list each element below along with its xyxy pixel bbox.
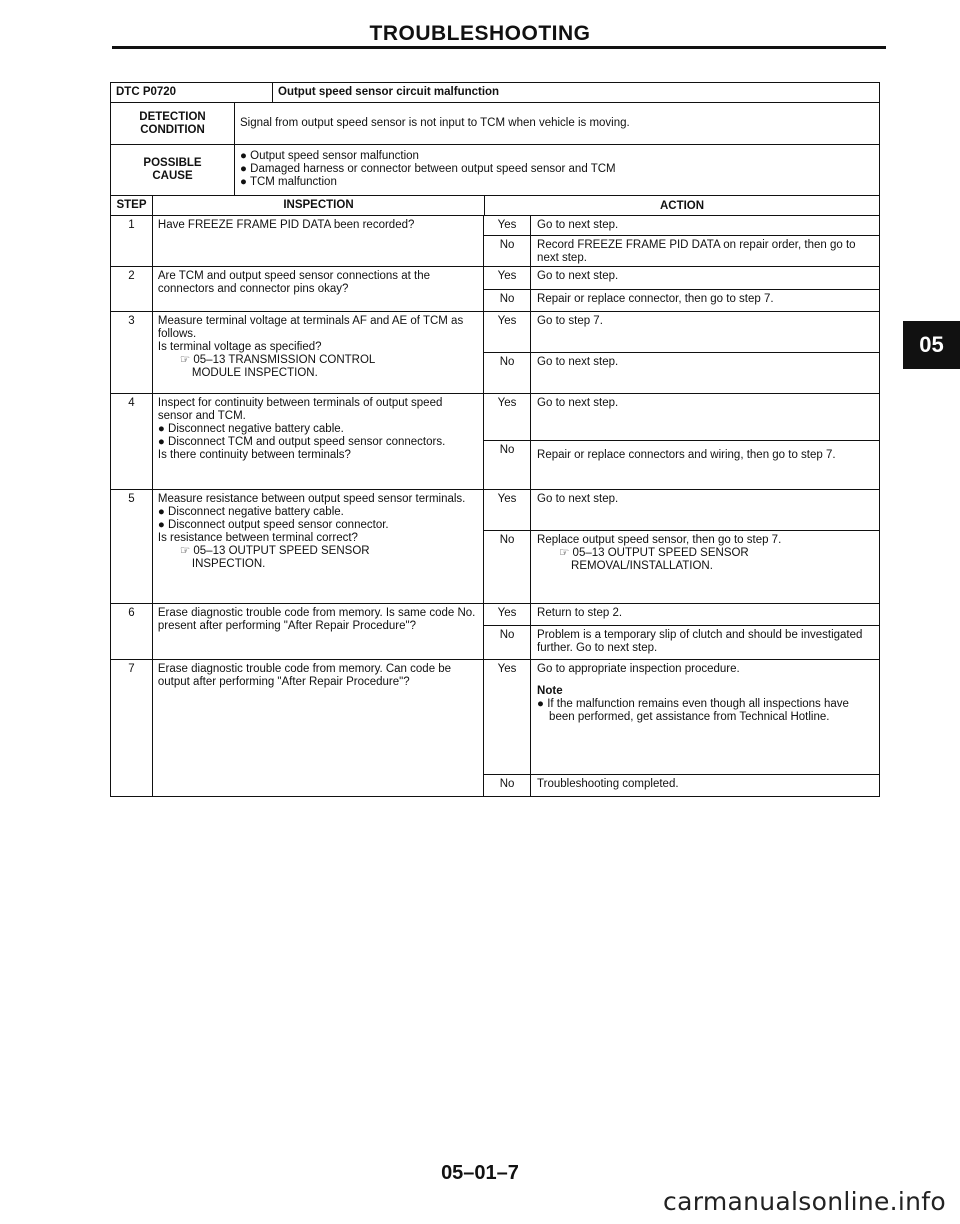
watermark: carmanualsonline.info <box>663 1187 946 1216</box>
no-result <box>484 290 879 311</box>
reference-line: INSPECTION. <box>191 558 266 570</box>
no-result <box>484 626 879 659</box>
yes-label: Yes <box>484 312 531 352</box>
no-action: Troubleshooting completed. <box>537 778 679 790</box>
section-tab: 05 <box>903 321 960 369</box>
step-number: 2 <box>111 267 153 311</box>
reference-line: MODULE INSPECTION. <box>191 367 318 379</box>
no-result <box>484 775 879 796</box>
cause-item: ● Damaged harness or connector between output speed sensor and TCM <box>240 163 616 175</box>
step-row-5 <box>111 490 879 604</box>
step-inspection <box>153 490 484 603</box>
step-number: 1 <box>111 216 153 266</box>
yes-result <box>484 394 879 441</box>
no-label: No <box>484 775 531 796</box>
step-number: 3 <box>111 312 153 393</box>
inspection-bullet: ● Disconnect TCM and output speed sensor connectors. <box>157 436 446 448</box>
step-row-3 <box>111 312 879 394</box>
step-number: 5 <box>111 490 153 603</box>
yes-action <box>531 660 879 774</box>
no-label: No <box>484 290 531 311</box>
step-row-1 <box>111 216 879 267</box>
no-label: No <box>484 626 531 659</box>
inspection-line: Is terminal voltage as specified? <box>157 341 322 353</box>
no-action: Repair or replace connector, then go to step 7. <box>537 293 774 305</box>
reference-line: ☞ 05–13 TRANSMISSION CONTROL <box>179 354 376 366</box>
inspection-question: Is resistance between terminal correct? <box>157 532 358 544</box>
yes-action: Go to next step. <box>537 270 619 282</box>
yes-label: Yes <box>484 604 531 625</box>
header-rule <box>112 46 886 49</box>
no-action <box>531 531 879 603</box>
no-label: No <box>484 236 531 268</box>
step-inspection: Erase diagnostic trouble code from memory. Can code be output after performing "After Repair Procedure"? <box>153 660 484 796</box>
yes-label: Yes <box>484 394 531 440</box>
dtc-description: Output speed sensor circuit malfunction <box>278 86 500 98</box>
yes-label: Yes <box>484 267 531 289</box>
no-action: Repair or replace connectors and wiring, then go to step 7. <box>537 449 836 461</box>
step-inspection: Have FREEZE FRAME PID DATA been recorded? <box>153 216 484 266</box>
yes-result <box>484 267 879 290</box>
step-inspection: Erase diagnostic trouble code from memory. Is same code No. present after performing "After Repair Procedure"? <box>153 604 484 659</box>
cause-label-text: POSSIBLE CAUSE <box>143 157 202 182</box>
dtc-code: DTC P0720 <box>111 83 273 102</box>
yes-label: Yes <box>484 490 531 530</box>
yes-result <box>484 490 879 531</box>
reference-line: ☞ 05–13 OUTPUT SPEED SENSOR <box>559 547 749 559</box>
detection-label-text: DETECTION CONDITION <box>139 110 206 136</box>
step-inspection: Are TCM and output speed sensor connections at the connectors and connector pins okay? <box>153 267 484 311</box>
detection-label <box>111 103 235 144</box>
cause-list <box>235 145 879 195</box>
page-title: TROUBLESHOOTING <box>369 22 591 45</box>
no-result <box>484 441 879 489</box>
col-inspection: INSPECTION <box>153 196 485 215</box>
note-bullet: ● If the malfunction remains even though all inspections have been performed, get assistance from Technical Hotline. <box>537 698 849 723</box>
no-action: Record FREEZE FRAME PID DATA on repair order, then go to next step. <box>537 239 856 264</box>
yes-result <box>484 660 879 775</box>
page-number: 05–01–7 <box>441 1162 519 1184</box>
yes-action: Go to next step. <box>537 493 619 505</box>
yes-result <box>484 216 879 236</box>
yes-action: Go to step 7. <box>537 315 603 327</box>
inspection-intro: Measure resistance between output speed sensor terminals. <box>157 493 466 505</box>
detection-row <box>111 103 879 145</box>
inspection-bullet: ● Disconnect negative battery cable. <box>157 423 344 435</box>
no-action: Go to next step. <box>537 356 619 368</box>
cause-item: ● TCM malfunction <box>240 176 337 188</box>
dtc-row <box>111 83 879 103</box>
yes-label: Yes <box>484 660 531 774</box>
no-label: No <box>484 353 531 393</box>
inspection-bullet: ● Disconnect negative battery cable. <box>157 506 344 518</box>
cause-row <box>111 145 879 196</box>
note-title: Note <box>537 685 563 697</box>
step-inspection <box>153 394 484 489</box>
step-row-7 <box>111 660 879 796</box>
no-result <box>484 531 879 603</box>
detection-text: Signal from output speed sensor is not input to TCM when vehicle is moving. <box>240 117 630 129</box>
col-action: ACTION <box>659 200 705 212</box>
no-result <box>484 236 879 268</box>
yes-result <box>484 312 879 353</box>
troubleshooting-table <box>110 82 880 797</box>
step-row-6 <box>111 604 879 660</box>
inspection-question: Is there continuity between terminals? <box>157 449 351 461</box>
cause-item: ● Output speed sensor malfunction <box>240 150 419 162</box>
yes-result <box>484 604 879 626</box>
cause-label <box>111 145 235 195</box>
step-number: 6 <box>111 604 153 659</box>
step-row-4 <box>111 394 879 490</box>
no-label: No <box>484 441 531 489</box>
no-label: No <box>484 531 531 603</box>
col-step: STEP <box>111 196 153 215</box>
no-action-text: Replace output speed sensor, then go to step 7. <box>537 534 782 546</box>
yes-action: Go to next step. <box>537 397 619 409</box>
no-action: Problem is a temporary slip of clutch and should be investigated further. Go to next step. <box>537 629 863 654</box>
yes-action: Go to next step. <box>537 219 619 231</box>
step-row-2 <box>111 267 879 312</box>
step-number: 7 <box>111 660 153 796</box>
yes-label: Yes <box>484 216 531 235</box>
reference-line: REMOVAL/INSTALLATION. <box>571 560 713 572</box>
inspection-bullet: ● Disconnect output speed sensor connector. <box>157 519 389 531</box>
reference-line: ☞ 05–13 OUTPUT SPEED SENSOR <box>179 545 370 557</box>
column-header-row <box>111 196 879 216</box>
step-inspection <box>153 312 484 393</box>
inspection-line: Measure terminal voltage at terminals AF and AE of TCM as follows. <box>157 315 464 340</box>
yes-action: Return to step 2. <box>537 607 623 619</box>
yes-action-text: Go to appropriate inspection procedure. <box>537 663 740 675</box>
step-number: 4 <box>111 394 153 489</box>
no-result <box>484 353 879 393</box>
inspection-intro: Inspect for continuity between terminals of output speed sensor and TCM. <box>157 397 443 422</box>
